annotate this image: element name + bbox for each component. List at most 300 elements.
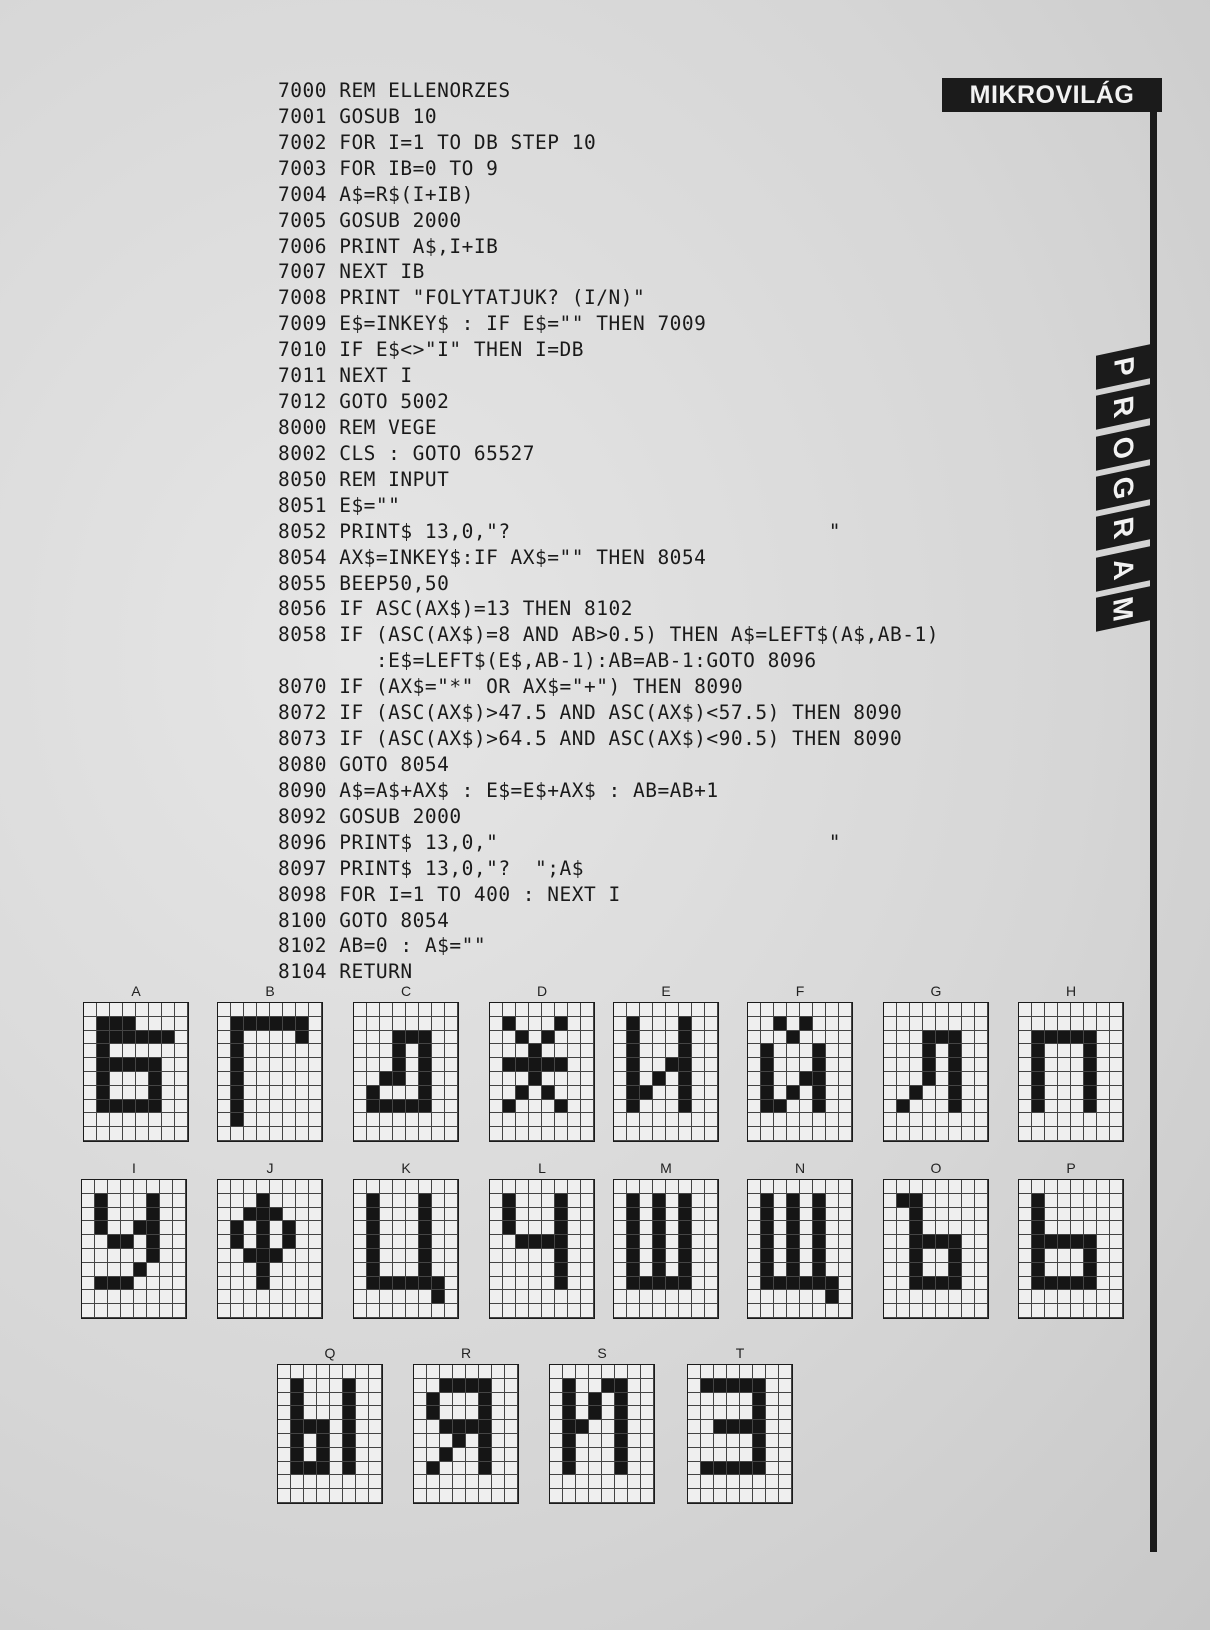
pixel-off [505,1420,518,1434]
pixel-off [309,1031,322,1045]
pixel-off [705,1304,718,1318]
pixel-off [614,1194,627,1208]
pixel-on [427,1406,440,1420]
pixel-off [108,1180,121,1194]
pixel-off [614,1208,627,1222]
pixel-off [1110,1277,1123,1291]
pixel-off [666,1194,679,1208]
pixel-off [354,1127,367,1141]
pixel-off [800,1208,813,1222]
pixel-off [714,1365,727,1379]
pixel-off [503,1180,516,1194]
pixel-off [962,1031,975,1045]
pixel-on [110,1058,123,1072]
pixel-off [714,1434,727,1448]
pixel-off [542,1208,555,1222]
pixel-on [149,1058,162,1072]
pixel-on [936,1277,949,1291]
pixel-off [432,1194,445,1208]
pixel-off [380,1031,393,1045]
pixel-off [231,1208,244,1222]
pixel-on [923,1235,936,1249]
pixel-off [705,1263,718,1277]
pixel-off [1097,1017,1110,1031]
pixel-off [1045,1044,1058,1058]
pixel-off [813,1003,826,1017]
pixel-on [787,1031,800,1045]
code-line: 7001 GOSUB 10 [278,104,438,128]
pixel-off [490,1290,503,1304]
pixel-off [162,1100,175,1114]
pixel-on [910,1221,923,1235]
pixel-off [406,1017,419,1031]
pixel-on [296,1031,309,1045]
pixel-on [108,1235,121,1249]
pixel-on [283,1017,296,1031]
pixel-on [813,1058,826,1072]
pixel-off [962,1086,975,1100]
pixel-off [753,1365,766,1379]
pixel-off [910,1100,923,1114]
pixel-off [614,1017,627,1031]
pixel-off [1019,1194,1032,1208]
pixel-off [568,1044,581,1058]
pixel-on [615,1393,628,1407]
pixel-off [813,1127,826,1141]
pixel-off [440,1475,453,1489]
pixel-off [568,1249,581,1263]
pixel-on [149,1086,162,1100]
pixel-off [427,1434,440,1448]
pixel-off [936,1058,949,1072]
pixel-off [218,1277,231,1291]
pixel-off [136,1127,149,1141]
pixel-off [936,1263,949,1277]
pixel-off [291,1489,304,1503]
pixel-off [492,1462,505,1476]
pixel-off [1045,1249,1058,1263]
pixel-off [343,1475,356,1489]
pixel-on [666,1058,679,1072]
pixel-off [505,1448,518,1462]
pixel-off [110,1086,123,1100]
pixel-off [910,1031,923,1045]
pixel-off [505,1365,518,1379]
pixel-off [614,1003,627,1017]
pixel-off [270,1113,283,1127]
pixel-off [779,1393,792,1407]
pixel-off [923,1304,936,1318]
pixel-on [97,1044,110,1058]
glyph-label: H [1065,983,1077,999]
pixel-off [82,1180,95,1194]
pixel-off [614,1100,627,1114]
pixel-on [1032,1208,1045,1222]
glyph-h [1019,983,1123,1143]
pixel-off [692,1221,705,1235]
pixel-off [766,1489,779,1503]
pixel-off [640,1017,653,1031]
pixel-off [542,1113,555,1127]
pixel-off [490,1127,503,1141]
pixel-on [1045,1235,1058,1249]
pixel-off [367,1180,380,1194]
pixel-off [550,1448,563,1462]
pixel-off [367,1127,380,1141]
pixel-off [244,1221,257,1235]
pixel-off [356,1365,369,1379]
pixel-off [270,1304,283,1318]
pixel-off [406,1180,419,1194]
pixel-off [897,1235,910,1249]
pixel-off [134,1290,147,1304]
pixel-on [787,1235,800,1249]
glyph-label: B [265,983,275,999]
pixel-on [761,1194,774,1208]
pixel-off [923,1180,936,1194]
pixel-on [949,1072,962,1086]
pixel-off [466,1475,479,1489]
pixel-off [576,1379,589,1393]
pixel-on [787,1221,800,1235]
pixel-on [813,1221,826,1235]
pixel-on [231,1031,244,1045]
pixel-on [627,1031,640,1045]
pixel-off [1058,1249,1071,1263]
pixel-off [147,1290,160,1304]
pixel-on [1071,1235,1084,1249]
pixel-off [962,1003,975,1017]
pixel-off [1097,1194,1110,1208]
pixel-off [1058,1086,1071,1100]
glyph-grid [354,1180,458,1318]
pixel-off [753,1489,766,1503]
pixel-on [380,1277,393,1291]
pixel-off [270,1127,283,1141]
pixel-on [419,1263,432,1277]
pixel-off [692,1058,705,1072]
pixel-off [1045,1304,1058,1318]
pixel-off [779,1448,792,1462]
pixel-off [330,1462,343,1476]
pixel-off [641,1434,654,1448]
pixel-off [162,1003,175,1017]
pixel-off [910,1072,923,1086]
pixel-on [653,1221,666,1235]
pixel-off [1032,1290,1045,1304]
pixel-off [121,1290,134,1304]
pixel-off [1084,1017,1097,1031]
pixel-off [490,1249,503,1263]
pixel-off [296,1235,309,1249]
pixel-off [82,1304,95,1318]
pixel-on [897,1100,910,1114]
pixel-off [826,1003,839,1017]
pixel-off [614,1113,627,1127]
pixel-on [283,1235,296,1249]
pixel-off [231,1277,244,1291]
pixel-off [839,1127,852,1141]
pixel-off [173,1277,186,1291]
pixel-off [367,1290,380,1304]
pixel-off [82,1263,95,1277]
pixel-off [766,1434,779,1448]
pixel-on [949,1277,962,1291]
pixel-off [910,1113,923,1127]
pixel-on [787,1277,800,1291]
pixel-off [589,1462,602,1476]
pixel-off [367,1017,380,1031]
pixel-off [1084,1113,1097,1127]
pixel-off [753,1475,766,1489]
pixel-on [529,1058,542,1072]
pixel-off [705,1277,718,1291]
pixel-off [936,1044,949,1058]
pixel-off [432,1017,445,1031]
pixel-on [813,1235,826,1249]
pixel-off [627,1003,640,1017]
pixel-off [641,1406,654,1420]
pixel-off [432,1072,445,1086]
pixel-off [84,1113,97,1127]
pixel-on [231,1058,244,1072]
pixel-on [679,1235,692,1249]
pixel-on [679,1221,692,1235]
pixel-off [503,1003,516,1017]
pixel-off [1110,1113,1123,1127]
pixel-off [160,1277,173,1291]
pixel-on [761,1100,774,1114]
pixel-off [589,1448,602,1462]
pixel-on [123,1100,136,1114]
pixel-off [110,1113,123,1127]
pixel-on [419,1249,432,1263]
pixel-off [1110,1304,1123,1318]
pixel-off [84,1044,97,1058]
pixel-off [826,1180,839,1194]
pixel-off [97,1003,110,1017]
pixel-off [962,1113,975,1127]
pixel-off [705,1044,718,1058]
pixel-on [479,1379,492,1393]
pixel-off [330,1365,343,1379]
pixel-off [110,1044,123,1058]
pixel-off [466,1434,479,1448]
pixel-off [640,1180,653,1194]
pixel-off [766,1475,779,1489]
pixel-off [380,1208,393,1222]
pixel-on [95,1277,108,1291]
pixel-off [1045,1072,1058,1086]
pixel-off [581,1113,594,1127]
pixel-on [110,1017,123,1031]
pixel-off [175,1127,188,1141]
pixel-off [975,1017,988,1031]
pixel-off [774,1235,787,1249]
pixel-off [1019,1304,1032,1318]
pixel-off [516,1208,529,1222]
pixel-off [727,1448,740,1462]
pixel-on [679,1044,692,1058]
pixel-off [688,1365,701,1379]
pixel-off [839,1086,852,1100]
pixel-on [555,1208,568,1222]
pixel-off [393,1180,406,1194]
pixel-on [701,1462,714,1476]
pixel-off [1071,1058,1084,1072]
pixel-off [740,1475,753,1489]
pixel-off [897,1044,910,1058]
pixel-off [692,1003,705,1017]
pixel-off [304,1393,317,1407]
pixel-off [296,1221,309,1235]
pixel-off [962,1235,975,1249]
pixel-off [628,1406,641,1420]
pixel-off [1110,1127,1123,1141]
pixel-off [354,1100,367,1114]
pixel-off [576,1462,589,1476]
glyph-grid [614,1003,718,1141]
pixel-off [766,1365,779,1379]
pixel-off [244,1235,257,1249]
pixel-off [1097,1290,1110,1304]
pixel-off [406,1235,419,1249]
pixel-off [218,1194,231,1208]
pixel-off [614,1180,627,1194]
pixel-off [283,1044,296,1058]
pixel-off [529,1290,542,1304]
pixel-on [419,1208,432,1222]
pixel-off [445,1113,458,1127]
pixel-on [679,1058,692,1072]
pixel-off [369,1365,382,1379]
pixel-off [581,1194,594,1208]
pixel-off [354,1235,367,1249]
pixel-on [761,1208,774,1222]
pixel-on [1071,1031,1084,1045]
pixel-off [640,1113,653,1127]
glyph-label: I [132,1160,136,1176]
pixel-off [419,1290,432,1304]
pixel-on [563,1462,576,1476]
pixel-off [839,1304,852,1318]
pixel-off [923,1086,936,1100]
pixel-off [419,1304,432,1318]
pixel-off [800,1003,813,1017]
pixel-off [614,1221,627,1235]
pixel-off [108,1249,121,1263]
pixel-on [813,1086,826,1100]
pixel-off [490,1086,503,1100]
pixel-on [283,1221,296,1235]
pixel-off [1084,1194,1097,1208]
pixel-off [516,1113,529,1127]
pixel-off [218,1113,231,1127]
pixel-off [354,1263,367,1277]
pixel-off [173,1249,186,1263]
pixel-off [134,1235,147,1249]
pixel-off [406,1304,419,1318]
pixel-off [897,1304,910,1318]
pixel-off [615,1489,628,1503]
pixel-off [291,1365,304,1379]
pixel-off [490,1180,503,1194]
pixel-off [244,1058,257,1072]
pixel-off [84,1127,97,1141]
pixel-off [270,1290,283,1304]
pixel-on [367,1249,380,1263]
pixel-on [367,1208,380,1222]
pixel-on [753,1448,766,1462]
pixel-off [244,1127,257,1141]
pixel-off [602,1393,615,1407]
pixel-on [936,1031,949,1045]
pixel-off [278,1406,291,1420]
pixel-on [740,1379,753,1393]
pixel-on [516,1031,529,1045]
pixel-off [257,1113,270,1127]
pixel-off [529,1017,542,1031]
pixel-off [432,1044,445,1058]
pixel-on [149,1031,162,1045]
pixel-off [1097,1263,1110,1277]
pixel-off [727,1434,740,1448]
pixel-on [1032,1249,1045,1263]
pixel-off [962,1290,975,1304]
pixel-off [380,1003,393,1017]
glyph-c [354,983,458,1143]
pixel-off [839,1263,852,1277]
code-line: 8090 A$=A$+AX$ : E$=E$+AX$ : AB=AB+1 [278,778,719,802]
pixel-off [949,1290,962,1304]
pixel-off [354,1086,367,1100]
pixel-off [666,1044,679,1058]
pixel-off [1071,1304,1084,1318]
pixel-off [653,1044,666,1058]
code-line: 7002 FOR I=1 TO DB STEP 10 [278,130,597,154]
pixel-on [813,1263,826,1277]
pixel-off [897,1058,910,1072]
pixel-on [563,1448,576,1462]
pixel-off [653,1086,666,1100]
pixel-on [343,1448,356,1462]
pixel-on [787,1086,800,1100]
pixel-off [640,1072,653,1086]
pixel-off [666,1249,679,1263]
pixel-off [779,1406,792,1420]
pixel-off [550,1462,563,1476]
pixel-off [761,1304,774,1318]
pixel-on [679,1031,692,1045]
pixel-on [1032,1221,1045,1235]
pixel-off [244,1031,257,1045]
pixel-off [839,1290,852,1304]
pixel-off [218,1058,231,1072]
glyph-label: R [460,1345,472,1361]
pixel-off [427,1448,440,1462]
pixel-off [1045,1263,1058,1277]
pixel-off [627,1304,640,1318]
pixel-off [628,1365,641,1379]
pixel-off [1032,1127,1045,1141]
pixel-off [175,1100,188,1114]
pixel-off [936,1194,949,1208]
margin-rule [1150,112,1157,1552]
pixel-off [975,1086,988,1100]
pixel-off [640,1221,653,1235]
pixel-off [640,1100,653,1114]
glyph-q [278,1345,382,1505]
